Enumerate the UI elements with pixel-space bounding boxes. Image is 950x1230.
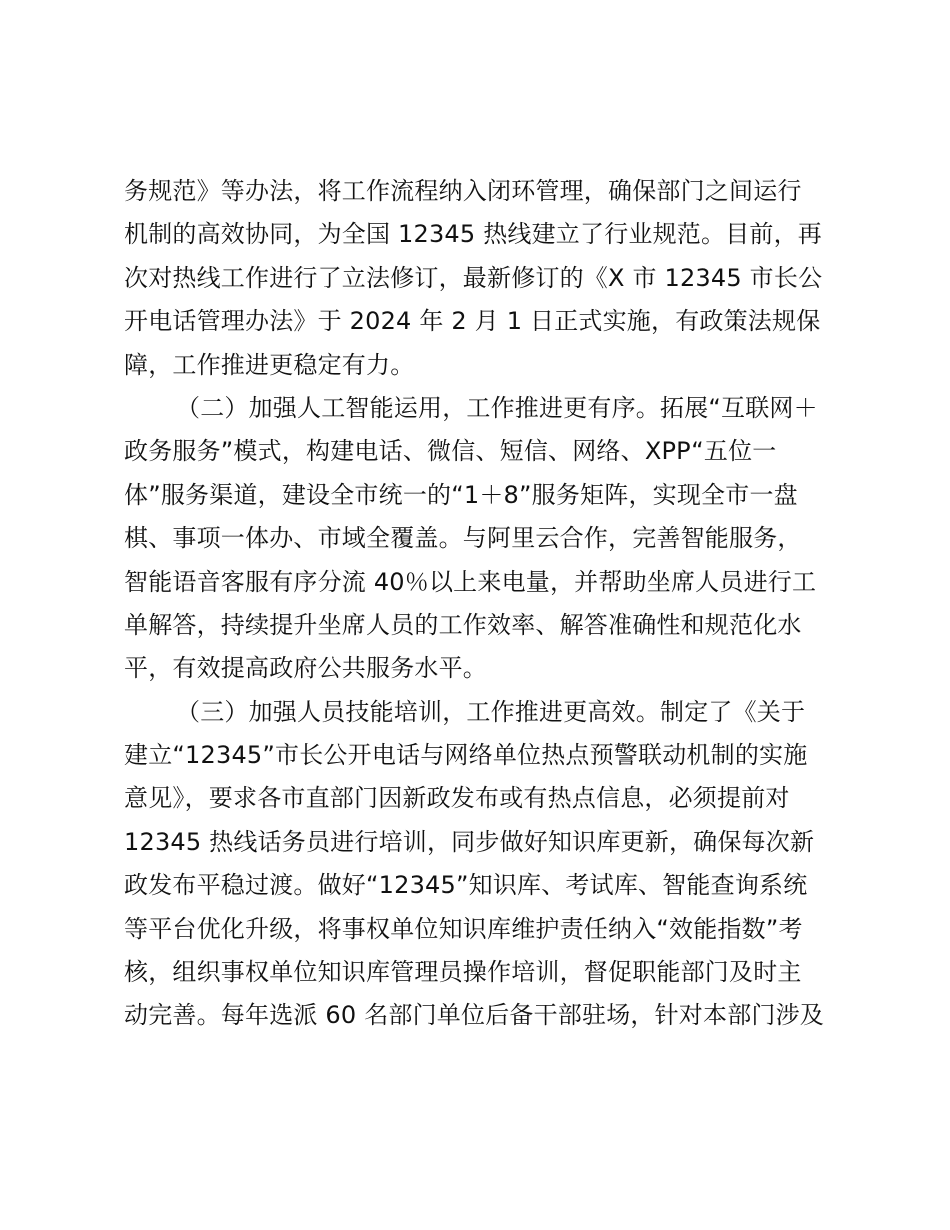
text-line: 智能语音客服有序分流 40％以上来电量，并帮助坐席人员进行工 bbox=[124, 567, 817, 596]
text-line: 单解答，持续提升坐席人员的工作效率、解答准确性和规范化水 bbox=[124, 610, 802, 639]
text-line: 次对热线工作进行了立法修订，最新修订的《X 市 12345 市长公 bbox=[124, 263, 823, 292]
text-line: 政发布平稳过渡。做好“12345”知识库、考试库、智能查询系统 bbox=[124, 871, 808, 900]
text-line: 体”服务渠道，建设全市统一的“1＋8”服务矩阵，实现全市一盘 bbox=[124, 480, 798, 509]
text-line: 核，组织事权单位知识库管理员操作培训，督促职能部门及时主 bbox=[124, 958, 802, 987]
text-line: 动完善。每年选派 60 名部门单位后备干部驻场，针对本部门涉及 bbox=[124, 1001, 824, 1030]
text-line: 机制的高效协同，为全国 12345 热线建立了行业规范。目前，再 bbox=[124, 220, 823, 249]
text-line: 意见》，要求各市直部门因新政发布或有热点信息，必须提前对 bbox=[124, 784, 790, 813]
text-line: 建立“12345”市长公开电话与网络单位热点预警联动机制的实施 bbox=[124, 741, 808, 770]
text-line: 平，有效提高政府公共服务水平。 bbox=[124, 654, 487, 683]
text-line: 务规范》等办法，将工作流程纳入闭环管理，确保部门之间运行 bbox=[124, 177, 802, 205]
body-text bbox=[124, 170, 844, 1038]
text-line: 12345 热线话务员进行培训，同步做好知识库更新，确保每次新 bbox=[124, 827, 815, 856]
text-line: 等平台优化升级，将事权单位知识库维护责任纳入“效能指数”考 bbox=[124, 914, 803, 943]
text-line: 开电话管理办法》于 2024 年 2 月 1 日正式实施，有政策法规保 bbox=[124, 307, 821, 336]
text-line: 政务服务”模式，构建电话、微信、短信、网络、XPP“五位一 bbox=[124, 437, 777, 466]
text-line: 棋、事项一体办、市域全覆盖。与阿里云合作，完善智能服务， bbox=[124, 524, 802, 553]
text-line: 障，工作推进更稳定有力。 bbox=[124, 350, 415, 379]
section-heading-line: （三）加强人员技能培训，工作推进更高效。制定了《关于 bbox=[176, 697, 806, 726]
section-heading-line: （二）加强人工智能运用，工作推进更有序。拓展“互联网＋ bbox=[176, 393, 818, 422]
